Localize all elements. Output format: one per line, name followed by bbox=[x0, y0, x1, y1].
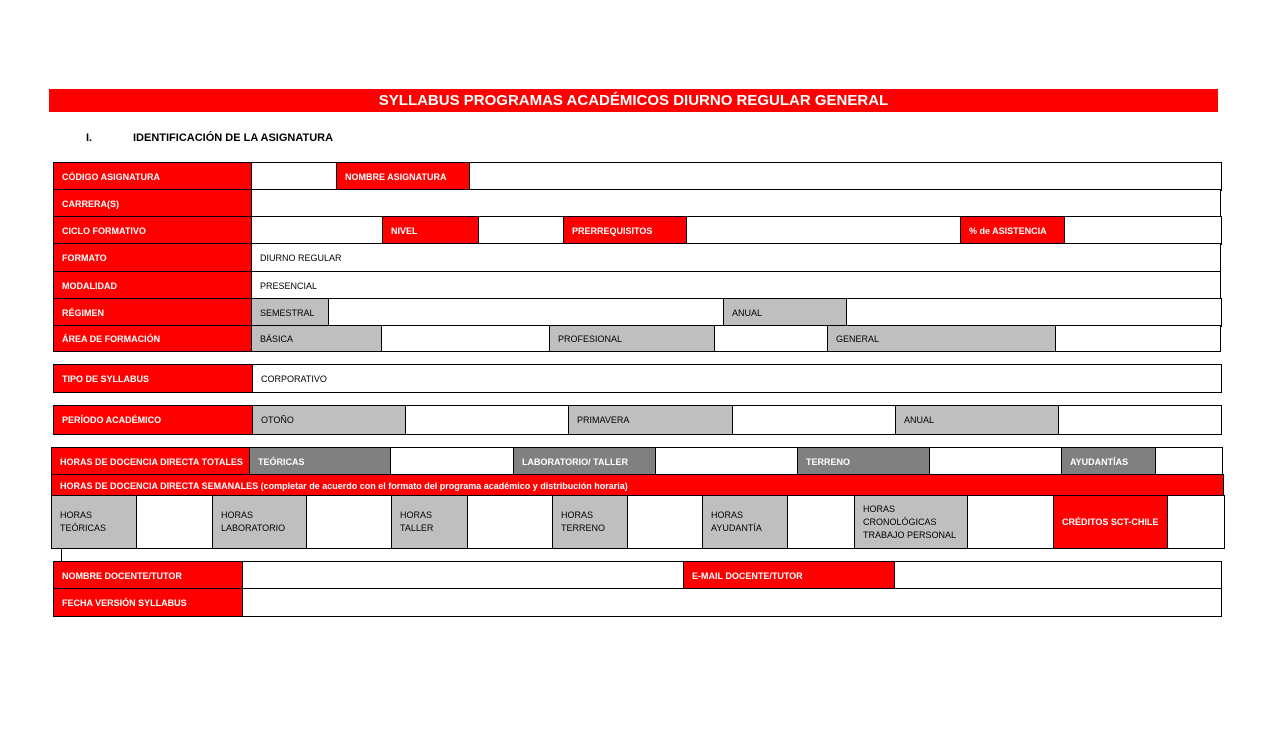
ciclo-field[interactable] bbox=[251, 216, 383, 245]
row-carreras bbox=[53, 190, 1221, 218]
nivel-label: NIVEL bbox=[382, 216, 479, 245]
semanal-taller-label bbox=[391, 495, 468, 549]
row-periodo bbox=[53, 406, 1222, 435]
row-regimen bbox=[53, 299, 1222, 327]
fecha-version-field[interactable] bbox=[242, 588, 1222, 617]
formato-label: FORMATO bbox=[53, 243, 252, 273]
nombre-docente-label: NOMBRE DOCENTE/TUTOR bbox=[53, 561, 243, 590]
totales-terreno-field[interactable] bbox=[929, 447, 1062, 476]
regimen-anual-label: ANUAL bbox=[723, 298, 847, 327]
row-tipo-syllabus bbox=[53, 365, 1222, 393]
area-general-field[interactable] bbox=[1055, 325, 1221, 352]
tipo-value[interactable]: CORPORATIVO bbox=[252, 364, 1222, 393]
area-general-label: GENERAL bbox=[827, 325, 1056, 352]
syllabus-title-banner: SYLLABUS PROGRAMAS ACADÉMICOS DIURNO REGULAR GENERAL bbox=[49, 89, 1218, 112]
nombre-docente-field[interactable] bbox=[242, 561, 684, 590]
fecha-version-label: FECHA VERSIÓN SYLLABUS bbox=[53, 588, 243, 617]
semanal-laboratorio-field[interactable] bbox=[306, 495, 392, 549]
periodo-otono-field[interactable] bbox=[405, 405, 569, 435]
row-horas-totales bbox=[51, 448, 1223, 476]
semanal-cronologicas-label bbox=[854, 495, 968, 549]
carreras-field[interactable] bbox=[251, 189, 1221, 218]
nivel-field[interactable] bbox=[478, 216, 564, 245]
semanal-ayudantia-field[interactable] bbox=[787, 495, 855, 549]
semanal-cronologicas-line2: CRONOLÓGICAS bbox=[863, 516, 937, 527]
semanal-taller-field[interactable] bbox=[467, 495, 553, 549]
semanal-teoricas-line1: HORAS bbox=[60, 510, 93, 520]
creditos-sct-label: CRÉDITOS SCT-CHILE bbox=[1053, 495, 1168, 549]
regimen-semestral-label: SEMESTRAL bbox=[251, 298, 329, 327]
codigo-label: CÓDIGO ASIGNATURA bbox=[53, 162, 252, 191]
semanal-taller-line1: HORAS bbox=[400, 510, 433, 520]
semanal-terreno-line1: HORAS bbox=[561, 510, 594, 520]
totales-terreno-label: TERRENO bbox=[797, 447, 930, 476]
ciclo-label: CICLO FORMATIVO bbox=[53, 216, 252, 245]
row-fecha bbox=[53, 589, 1222, 617]
semanal-terreno-label bbox=[552, 495, 628, 549]
semanal-teoricas-line2: TEÓRICAS bbox=[60, 523, 107, 533]
row-horas-semanales-header bbox=[51, 475, 1224, 497]
semanal-cronologicas-line3: TRABAJO PERSONAL bbox=[863, 529, 957, 540]
semanal-taller-line2: TALLER bbox=[400, 523, 434, 533]
modalidad-value[interactable]: PRESENCIAL bbox=[251, 271, 1221, 300]
area-basica-field[interactable] bbox=[381, 325, 550, 352]
semanal-ayudantia-label bbox=[702, 495, 788, 549]
regimen-semestral-field[interactable] bbox=[328, 298, 724, 327]
section-title: IDENTIFICACIÓN DE LA ASIGNATURA bbox=[133, 132, 334, 144]
row-codigo bbox=[53, 163, 1222, 191]
prerrequisitos-label: PRERREQUISITOS bbox=[563, 216, 687, 245]
row-docente bbox=[53, 562, 1222, 590]
semanal-cronologicas-line1: HORAS bbox=[863, 503, 896, 514]
periodo-label: PERÍODO ACADÉMICO bbox=[53, 405, 253, 435]
semanal-cronologicas-field[interactable] bbox=[967, 495, 1054, 549]
area-basica-label: BÁSICA bbox=[251, 325, 382, 352]
email-docente-label: E-MAIL DOCENTE/TUTOR bbox=[683, 561, 895, 590]
formato-value[interactable]: DIURNO REGULAR bbox=[251, 243, 1221, 273]
table-divider-notch bbox=[61, 548, 62, 561]
semanal-teoricas-field[interactable] bbox=[136, 495, 213, 549]
area-label: ÁREA DE FORMACIÓN bbox=[53, 325, 252, 352]
row-horas-semanales bbox=[51, 496, 1225, 549]
periodo-otono-label: OTOÑO bbox=[252, 405, 406, 435]
regimen-label: RÉGIMEN bbox=[53, 298, 252, 327]
carreras-label: CARRERA(S) bbox=[53, 189, 252, 218]
row-ciclo bbox=[53, 217, 1222, 245]
tipo-label: TIPO DE SYLLABUS bbox=[53, 364, 253, 393]
asistencia-field[interactable] bbox=[1064, 216, 1222, 245]
totales-ayudantias-field[interactable] bbox=[1155, 447, 1223, 476]
semanal-ayudantia-line2: AYUDANTÍA bbox=[711, 523, 762, 533]
semanal-laboratorio-line1: HORAS bbox=[221, 510, 254, 520]
prerrequisitos-field[interactable] bbox=[686, 216, 961, 245]
semanal-ayudantia-line1: HORAS bbox=[711, 510, 744, 520]
row-formato bbox=[53, 244, 1221, 273]
modalidad-label: MODALIDAD bbox=[53, 271, 252, 300]
periodo-anual-label: ANUAL bbox=[895, 405, 1059, 435]
totales-teoricas-label: TEÓRICAS bbox=[249, 447, 391, 476]
totales-ayudantias-label: AYUDANTÍAS bbox=[1061, 447, 1156, 476]
totales-teoricas-field[interactable] bbox=[390, 447, 514, 476]
semanal-laboratorio-line2: LABORATORIO bbox=[221, 523, 286, 533]
periodo-primavera-label: PRIMAVERA bbox=[568, 405, 733, 435]
asistencia-label: % de ASISTENCIA bbox=[960, 216, 1065, 245]
periodo-anual-field[interactable] bbox=[1058, 405, 1222, 435]
semanal-terreno-field[interactable] bbox=[627, 495, 703, 549]
semanal-laboratorio-label bbox=[212, 495, 307, 549]
section-number: I. bbox=[86, 132, 93, 144]
totales-laboratorio-field[interactable] bbox=[655, 447, 798, 476]
semanal-terreno-line2: TERRENO bbox=[561, 523, 606, 533]
semanal-teoricas-label bbox=[51, 495, 137, 549]
row-area bbox=[53, 326, 1221, 352]
regimen-anual-field[interactable] bbox=[846, 298, 1222, 327]
area-profesional-label: PROFESIONAL bbox=[549, 325, 715, 352]
nombre-field[interactable] bbox=[469, 162, 1222, 191]
row-modalidad bbox=[53, 272, 1221, 300]
periodo-primavera-field[interactable] bbox=[732, 405, 896, 435]
totales-laboratorio-label: LABORATORIO/ TALLER bbox=[513, 447, 656, 476]
email-docente-field[interactable] bbox=[894, 561, 1222, 590]
horas-totales-label: HORAS DE DOCENCIA DIRECTA TOTALES bbox=[51, 447, 250, 476]
nombre-label: NOMBRE ASIGNATURA bbox=[336, 162, 470, 191]
codigo-field[interactable] bbox=[251, 162, 337, 191]
area-profesional-field[interactable] bbox=[714, 325, 828, 352]
horas-semanales-header: HORAS DE DOCENCIA DIRECTA SEMANALES (completar de acuerdo con el formato del programa académico y distribución horaria) bbox=[51, 474, 1224, 497]
creditos-sct-field[interactable] bbox=[1167, 495, 1225, 549]
